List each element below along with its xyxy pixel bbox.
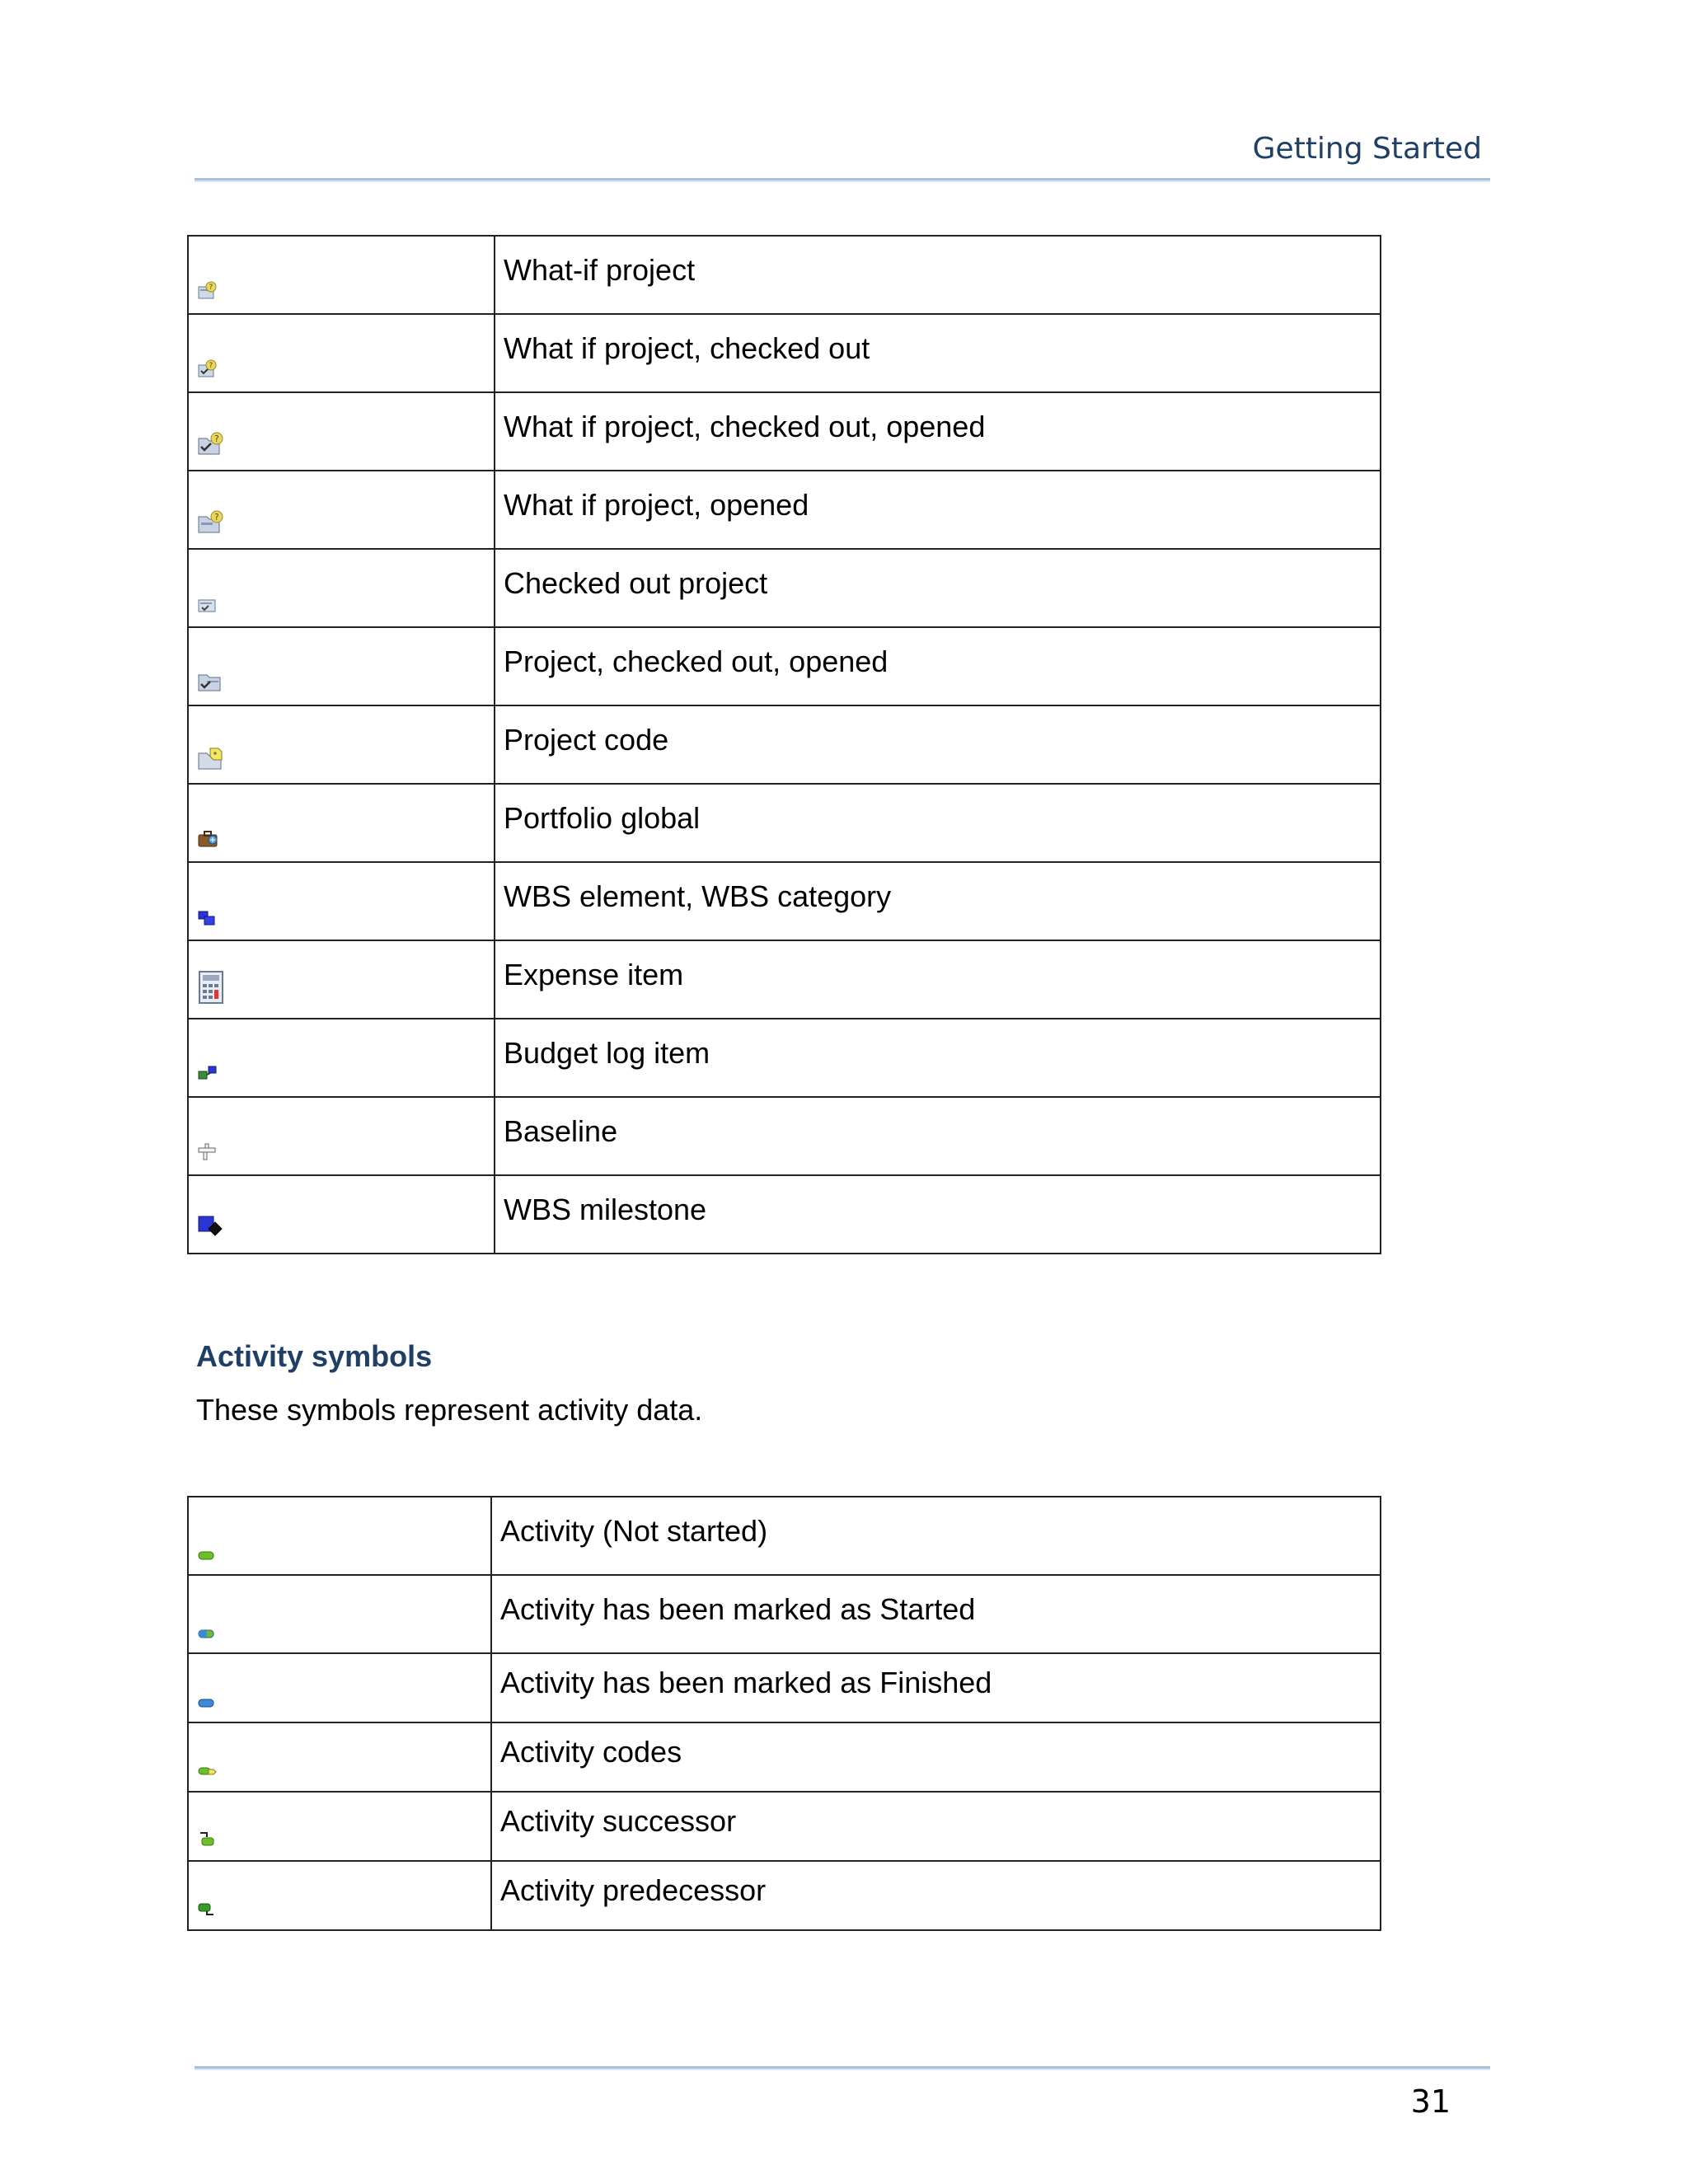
svg-text:?: ? (214, 434, 219, 444)
table-row (188, 1575, 1381, 1653)
symbol-label: Activity predecessor (500, 1873, 767, 1907)
budget-log-item-icon (197, 1063, 220, 1085)
symbol-label: WBS milestone (504, 1192, 707, 1226)
table-row (188, 705, 1381, 784)
table-row (188, 549, 1381, 627)
table-row (188, 1175, 1381, 1254)
wbs-element-icon (197, 908, 218, 928)
activity-successor-icon (197, 1830, 217, 1849)
activity-not-started-icon (197, 1549, 217, 1563)
symbol-label: Checked out project (504, 565, 768, 600)
symbol-label: Baseline (504, 1113, 618, 1148)
expense-item-icon (197, 970, 227, 1006)
symbol-label: WBS element, WBS category (504, 879, 892, 913)
project-code-icon (197, 745, 225, 771)
section-intro: These symbols represent activity data. (196, 1393, 703, 1427)
footer-rule (195, 2066, 1490, 2070)
activity-finished-icon (197, 1697, 217, 1710)
table-row (188, 1653, 1381, 1722)
running-header: Getting Started (1252, 132, 1482, 166)
symbol-label: Project, checked out, opened (504, 644, 889, 678)
symbol-label: What if project, opened (504, 487, 809, 522)
what-if-project-checked-out-icon (197, 359, 218, 380)
table-row (188, 1019, 1381, 1097)
symbol-label: Expense item (504, 957, 684, 991)
symbol-label: Activity has been marked as Finished (500, 1666, 992, 1699)
table-row (188, 940, 1381, 1019)
table-row (188, 1097, 1381, 1175)
symbol-label: What-if project (504, 252, 696, 287)
table-row (188, 314, 1381, 392)
section-heading: Activity symbols (196, 1339, 433, 1373)
symbol-label: Activity (Not started) (500, 1513, 768, 1548)
project-checked-out-opened-icon (197, 670, 223, 693)
what-if-project-opened-icon (197, 509, 225, 537)
activity-predecessor-icon (197, 1901, 218, 1918)
wbs-milestone-icon (197, 1215, 225, 1241)
table-row (188, 627, 1381, 705)
checked-out-project-icon (197, 595, 218, 615)
symbol-label: What if project, checked out, opened (504, 409, 986, 443)
baseline-icon (197, 1141, 218, 1163)
page-number: 31 (1410, 2083, 1451, 2120)
table-row (188, 1722, 1381, 1792)
activity-codes-icon (197, 1765, 218, 1779)
table-row (188, 1792, 1381, 1861)
symbol-label: Budget log item (504, 1035, 710, 1070)
what-if-project-checked-out-opened-icon (197, 430, 225, 458)
table-row (188, 236, 1381, 314)
table-row (188, 1497, 1381, 1575)
svg-text:?: ? (214, 512, 219, 523)
table-row (188, 784, 1381, 862)
svg-text:?: ? (209, 362, 213, 370)
svg-text:?: ? (209, 284, 213, 292)
project-symbols-table (187, 235, 1381, 1254)
table-row (188, 471, 1381, 549)
table-row (188, 862, 1381, 940)
what-if-project-icon (197, 280, 218, 302)
table-row (188, 392, 1381, 471)
symbol-label: Project code (504, 722, 669, 757)
header-rule (195, 178, 1490, 182)
symbol-label: Activity has been marked as Started (500, 1591, 976, 1626)
activity-started-icon (197, 1628, 217, 1641)
table-row (188, 1861, 1381, 1930)
symbol-label: Activity codes (500, 1735, 682, 1769)
symbol-label: Activity successor (500, 1804, 737, 1838)
activity-symbols-table (187, 1496, 1381, 1931)
symbol-label: Portfolio global (504, 800, 701, 835)
portfolio-global-icon (197, 828, 220, 850)
symbol-label: What if project, checked out (504, 330, 870, 365)
